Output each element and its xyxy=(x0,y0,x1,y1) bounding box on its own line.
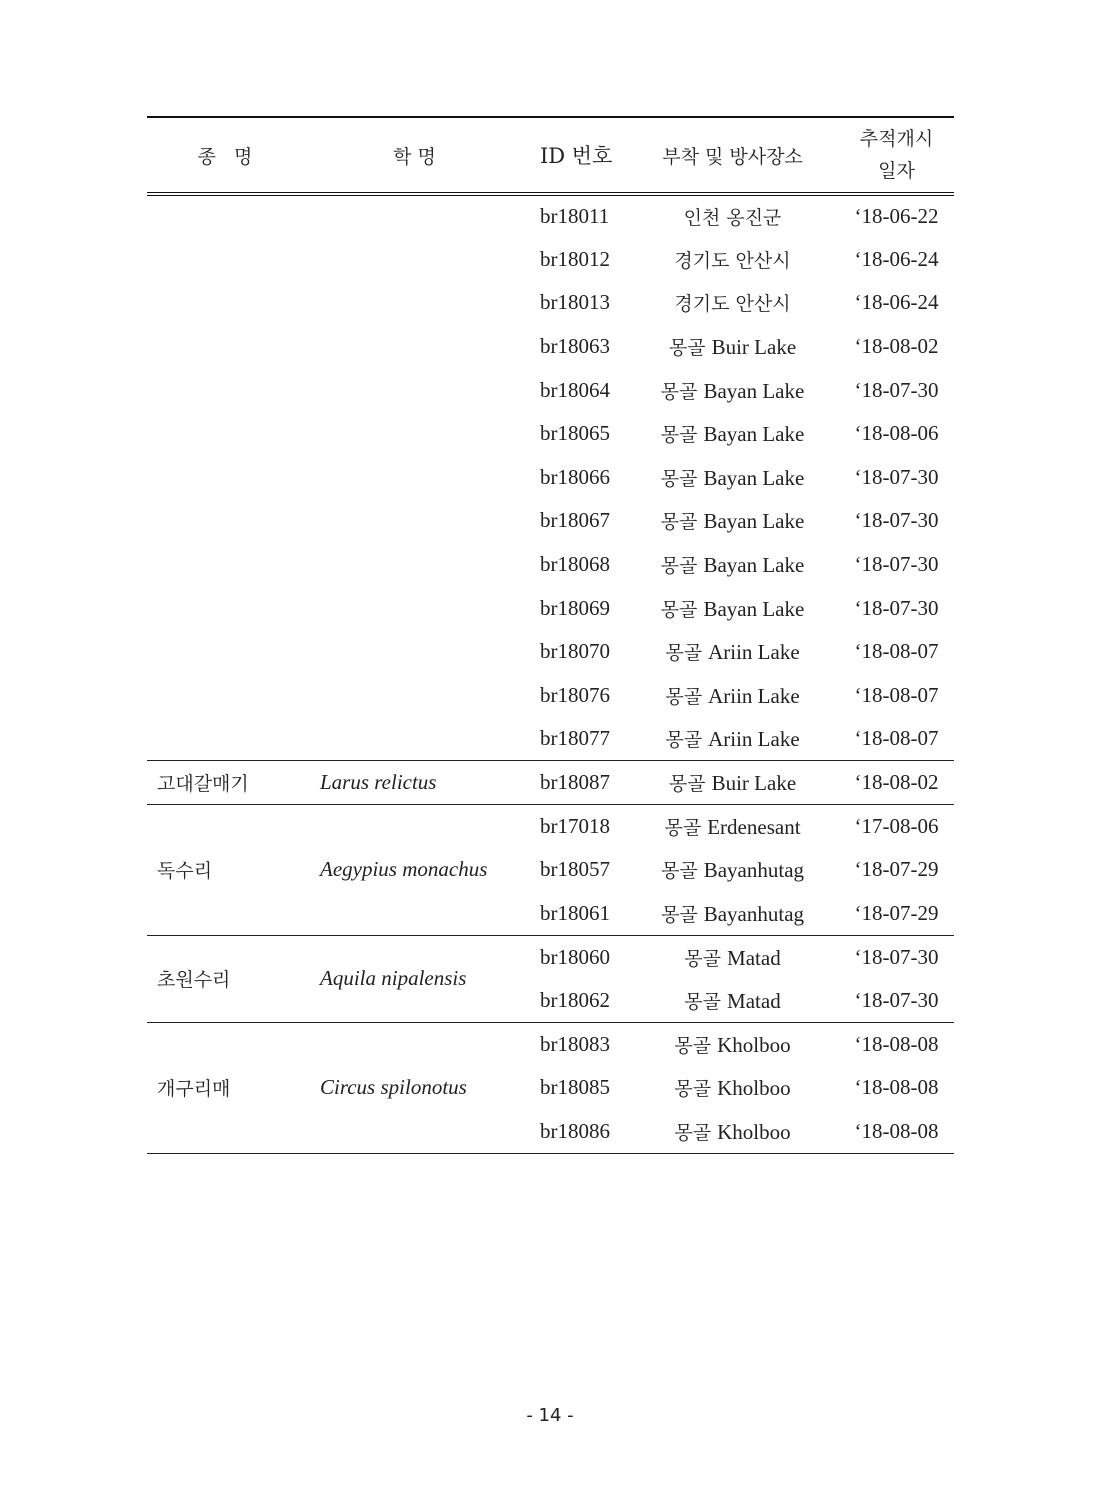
location-cell: 몽골 Bayan Lake xyxy=(660,422,805,447)
date-cell: ‘18-07-30 xyxy=(854,595,939,620)
date-cell: ‘17-08-06 xyxy=(839,804,954,848)
date-cell: ‘18-06-24 xyxy=(854,290,939,315)
species-name-cell xyxy=(147,194,303,761)
species-name-cell: 독수리 xyxy=(147,804,303,935)
date-cell: ‘18-07-30 xyxy=(854,552,939,577)
location-cell: 몽골 Bayanhutag xyxy=(660,901,805,926)
location-cell: 몽골 Buir Lake xyxy=(668,335,797,360)
date-cell: ‘18-08-08 xyxy=(839,1109,954,1153)
location-cell: 몽골 Buir Lake xyxy=(626,761,839,805)
id-cell: br18012 xyxy=(540,246,610,271)
id-cell: br18061 xyxy=(540,900,610,925)
scientific-name-cell: Circus spilonotus xyxy=(303,1022,526,1153)
location-cell: 몽골 Matad xyxy=(684,988,781,1013)
header-species: 종 명 xyxy=(147,117,303,194)
id-cell: br18083 xyxy=(526,1022,626,1066)
id-cell: br18064 xyxy=(540,377,610,402)
location-cell: 몽골 Bayan Lake xyxy=(660,378,805,403)
date-cell: ‘18-08-06 xyxy=(854,421,939,446)
date-cell: ‘18-07-30 xyxy=(854,508,939,533)
id-cell: br18068 xyxy=(540,552,610,577)
location-cell: 몽골 Bayan Lake xyxy=(660,509,805,534)
date-cell: ‘18-07-29 xyxy=(854,857,939,882)
date-cell: ‘18-08-07 xyxy=(854,682,939,707)
date-cell: ‘18-08-02 xyxy=(854,334,939,359)
id-cell: br18013 xyxy=(540,290,610,315)
location-cell: 몽골 Ariin Lake xyxy=(665,727,800,752)
id-cell: br18076 xyxy=(540,682,610,707)
location-cell: 몽골 Bayan Lake xyxy=(660,553,805,578)
scientific-name-cell xyxy=(303,194,526,761)
location-cell: 몽골 Kholboo xyxy=(674,1076,791,1101)
id-cell: br18085 xyxy=(540,1075,610,1100)
table-row xyxy=(147,194,954,238)
scientific-name-cell: Aegypius monachus xyxy=(303,804,526,935)
date-cell: ‘18-08-07 xyxy=(854,639,939,664)
table-header-row xyxy=(147,117,954,194)
id-cell: br18070 xyxy=(540,639,610,664)
date-cell: ‘18-08-07 xyxy=(854,726,939,751)
date-cell: ‘18-08-08 xyxy=(854,1075,939,1100)
id-cell: br18087 xyxy=(526,761,626,805)
date-cell: ‘18-06-22 xyxy=(854,204,939,229)
date-cell: ‘18-07-29 xyxy=(854,900,939,925)
date-cell: ‘18-07-30 xyxy=(854,377,939,402)
species-name-cell: 초원수리 xyxy=(147,935,303,1022)
location-cell: 몽골 Kholboo xyxy=(626,1109,839,1153)
id-cell: br18057 xyxy=(540,857,610,882)
header-start-date xyxy=(839,117,954,194)
page-number: - 14 - xyxy=(526,1405,574,1426)
location-cell: 경기도 안산시 xyxy=(674,293,791,316)
location-cell: 몽골 Ariin Lake xyxy=(665,640,800,665)
date-cell: ‘18-07-30 xyxy=(854,464,939,489)
location-cell: 몽골 Bayan Lake xyxy=(660,596,805,621)
date-cell: ‘18-06-24 xyxy=(854,246,939,271)
header-location: 부착 및 방사장소 xyxy=(626,117,839,194)
header-start-date-line2: 일자 xyxy=(878,160,915,182)
location-cell: 몽골 Kholboo xyxy=(626,1022,839,1066)
id-cell: br18063 xyxy=(540,334,610,359)
id-cell: br18062 xyxy=(540,987,610,1012)
id-cell: br18066 xyxy=(540,464,610,489)
date-cell: ‘18-08-08 xyxy=(839,1022,954,1066)
species-name-cell: 고대갈매기 xyxy=(147,761,303,805)
id-cell: br18067 xyxy=(540,508,610,533)
date-cell: ‘18-07-30 xyxy=(854,987,939,1012)
id-cell: br18086 xyxy=(526,1109,626,1153)
location-cell: 몽골 Ariin Lake xyxy=(665,683,800,708)
location-cell: 몽골 Erdenesant xyxy=(626,804,839,848)
header-start-date-line1: 추적개시 xyxy=(859,128,934,150)
date-cell: ‘18-08-02 xyxy=(839,761,954,805)
location-cell: 몽골 Bayan Lake xyxy=(660,465,805,490)
scientific-name-cell: Larus relictus xyxy=(303,761,526,805)
id-cell: br18011 xyxy=(540,204,610,229)
id-cell: br18069 xyxy=(540,595,610,620)
date-cell: ‘18-07-30 xyxy=(839,935,954,979)
species-name-cell: 개구리매 xyxy=(147,1022,303,1153)
header-id: ID 번호 xyxy=(526,117,626,194)
table-row xyxy=(147,804,954,848)
tracking-table xyxy=(147,116,954,1154)
location-cell: 인천 옹진군 xyxy=(683,207,782,230)
scientific-name-cell: Aquila nipalensis xyxy=(303,935,526,1022)
header-scientific-name: 학 명 xyxy=(303,117,526,194)
id-cell: br18060 xyxy=(526,935,626,979)
location-cell: 몽골 Bayanhutag xyxy=(660,858,805,883)
table-row xyxy=(147,1022,954,1066)
table-row xyxy=(147,935,954,979)
id-cell: br17018 xyxy=(526,804,626,848)
id-cell: br18077 xyxy=(540,726,610,751)
table-row xyxy=(147,761,954,805)
id-cell: br18065 xyxy=(540,421,610,446)
location-cell: 몽골 Matad xyxy=(626,935,839,979)
location-cell: 경기도 안산시 xyxy=(674,249,791,272)
